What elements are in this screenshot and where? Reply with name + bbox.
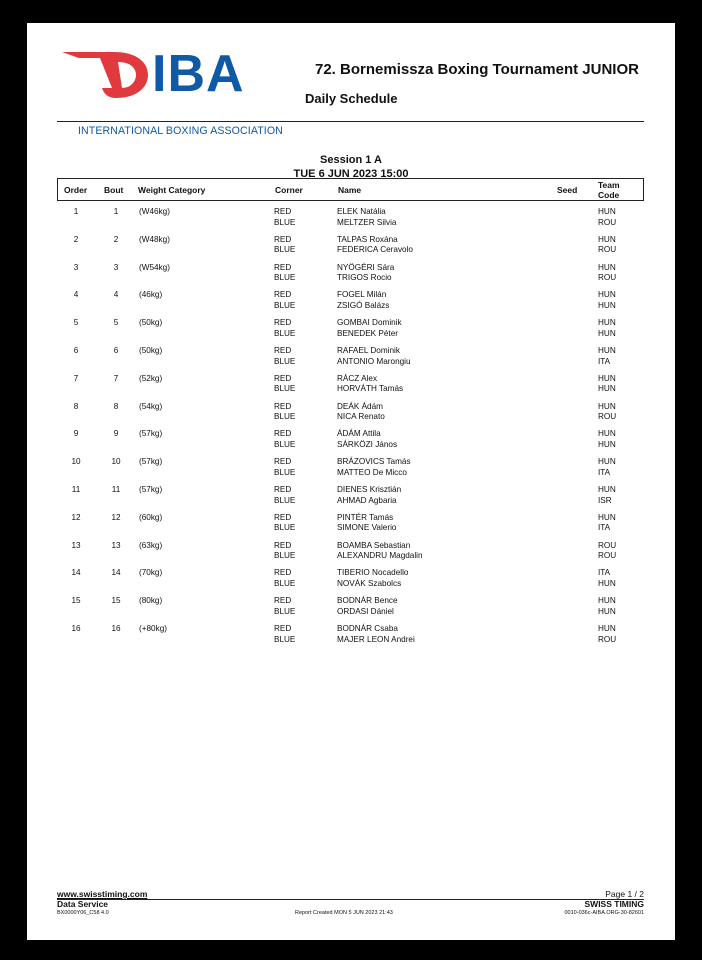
order-cell: 5: [73, 318, 79, 328]
red-team-cell: HUN: [598, 207, 616, 216]
blue-name-cell: NOVÁK Szabolcs: [337, 578, 402, 588]
red-team-cell: HUN: [598, 484, 616, 494]
blue-name-cell: ANTONIO Marongiu: [337, 356, 411, 366]
order-cell: 3: [73, 262, 79, 272]
red-name-cell: DEÁK Ádám: [337, 401, 383, 411]
weight-cell: (52kg): [139, 373, 163, 383]
report-created: Report Created MON 5 JUN 2023 21:43: [295, 910, 393, 916]
col-team-line2: Code: [598, 190, 620, 200]
order-cell: 14: [71, 568, 81, 578]
red-name-cell: FOGEL Milán: [337, 290, 387, 300]
weight-cell: (50kg): [139, 345, 163, 355]
document-reference: 0010-036c-AIBA.ORG-30-82601: [564, 910, 644, 916]
bout-cell: 7: [113, 373, 119, 383]
weight-cell: (W54kg): [139, 262, 170, 272]
event-title: 72. Bornemissza Boxing Tournament JUNIOR: [315, 61, 639, 78]
red-team-cell: HUN: [598, 429, 616, 439]
blue-team-cell: ROU: [598, 217, 617, 227]
swiss-timing-label: SWISS TIMING: [584, 899, 644, 909]
red-team-cell: ITA: [598, 568, 611, 578]
blue-team-cell: HUN: [598, 439, 616, 449]
blue-team-cell: HUN: [598, 328, 616, 338]
red-corner-cell: RED: [274, 290, 292, 300]
table-row: [57, 318, 644, 346]
red-corner-cell: RED: [274, 234, 292, 244]
bout-cell: 14: [111, 568, 121, 578]
blue-corner-cell: BLUE: [274, 217, 296, 227]
weight-cell: (W48kg): [139, 234, 170, 244]
footer-divider: [57, 899, 644, 900]
bout-cell: 2: [113, 234, 119, 244]
blue-team-cell: ISR: [598, 495, 612, 505]
blue-name-cell: BENEDEK Péter: [337, 328, 398, 338]
red-corner-cell: RED: [274, 568, 292, 578]
red-name-cell: RÁCZ Alex: [337, 373, 378, 383]
red-corner-cell: RED: [274, 401, 292, 411]
bout-cell: 1: [113, 207, 119, 216]
blue-corner-cell: BLUE: [274, 245, 296, 255]
weight-cell: (57kg): [139, 484, 163, 494]
red-name-cell: NYÖGÉRI Sára: [337, 262, 395, 272]
order-cell: 16: [71, 623, 81, 633]
blue-corner-cell: BLUE: [274, 551, 296, 561]
red-corner-cell: RED: [274, 512, 292, 522]
iba-glove-icon: [60, 48, 150, 100]
order-cell: 7: [73, 373, 79, 383]
table-row: [57, 429, 644, 457]
order-cell: 2: [73, 234, 79, 244]
red-team-cell: HUN: [598, 373, 616, 383]
weight-cell: (80kg): [139, 596, 163, 606]
blue-team-cell: ITA: [598, 356, 611, 366]
red-team-cell: HUN: [598, 401, 616, 411]
table-row: [57, 513, 644, 541]
red-corner-cell: RED: [274, 345, 292, 355]
red-corner-cell: RED: [274, 318, 292, 328]
red-team-cell: HUN: [598, 290, 616, 300]
blue-corner-cell: BLUE: [274, 578, 296, 588]
red-team-cell: HUN: [598, 596, 616, 606]
col-seed: Seed: [557, 185, 578, 195]
bout-cell: 6: [113, 345, 119, 355]
red-team-cell: HUN: [598, 512, 616, 522]
bout-cell: 4: [113, 290, 119, 300]
weight-cell: (57kg): [139, 429, 163, 439]
weight-cell: (46kg): [139, 290, 163, 300]
blue-name-cell: SÁRKÖZI János: [337, 439, 398, 449]
blue-name-cell: FEDERICA Ceravolo: [337, 245, 413, 255]
blue-name-cell: MELTZER Silvia: [337, 217, 397, 227]
table-row: [57, 290, 644, 318]
order-cell: 12: [71, 512, 81, 522]
blue-team-cell: HUN: [598, 300, 616, 310]
blue-name-cell: ALEXANDRU Magdalin: [337, 551, 423, 561]
col-weight: Weight Category: [138, 185, 206, 195]
red-name-cell: ELEK Natália: [337, 207, 386, 216]
session-datetime: TUE 6 JUN 2023 15:00: [293, 168, 409, 180]
blue-corner-cell: BLUE: [274, 439, 296, 449]
order-cell: 6: [73, 345, 79, 355]
red-name-cell: BOAMBA Sebastian: [337, 540, 411, 550]
blue-corner-cell: BLUE: [274, 356, 296, 366]
order-cell: 1: [73, 207, 79, 216]
table-row: [57, 568, 644, 596]
table-row: [57, 402, 644, 430]
blue-name-cell: SIMONE Valerio: [337, 523, 397, 533]
blue-corner-cell: BLUE: [274, 495, 296, 505]
iba-logo: [60, 45, 283, 138]
bout-cell: 13: [111, 540, 121, 550]
bout-cell: 5: [113, 318, 119, 328]
weight-cell: (54kg): [139, 401, 163, 411]
red-team-cell: HUN: [598, 457, 616, 467]
red-team-cell: HUN: [598, 318, 616, 328]
red-name-cell: BRÁZOVICS Tamás: [337, 457, 411, 467]
bout-cell: 16: [111, 623, 121, 633]
col-team-line1: Team: [598, 180, 620, 190]
blue-name-cell: ORDASI Dániel: [337, 606, 394, 616]
red-team-cell: HUN: [598, 262, 616, 272]
blue-corner-cell: BLUE: [274, 412, 296, 422]
table-row: [57, 346, 644, 374]
blue-corner-cell: BLUE: [274, 384, 296, 394]
order-cell: 8: [73, 401, 79, 411]
bout-cell: 10: [111, 457, 121, 467]
col-bout: Bout: [104, 185, 124, 195]
iba-logo-subtitle: INTERNATIONAL BOXING ASSOCIATION: [78, 125, 283, 137]
red-name-cell: TALPAS Roxána: [337, 234, 398, 244]
red-corner-cell: RED: [274, 207, 292, 216]
session-name: Session 1 A: [320, 154, 382, 166]
red-team-cell: ROU: [598, 540, 617, 550]
red-name-cell: BODNÁR Csaba: [337, 623, 398, 633]
red-name-cell: ÁDÁM Attila: [337, 429, 381, 439]
blue-name-cell: MATTEO De Micco: [337, 467, 407, 477]
table-row: [57, 485, 644, 513]
weight-cell: (+80kg): [139, 623, 167, 633]
blue-name-cell: ZSIGÓ Balázs: [337, 300, 390, 310]
bout-cell: 11: [111, 484, 121, 494]
red-team-cell: HUN: [598, 623, 616, 633]
blue-name-cell: AHMAD Agbaria: [337, 495, 397, 505]
table-header: [57, 178, 644, 201]
table-row: [57, 457, 644, 485]
blue-corner-cell: BLUE: [274, 634, 296, 644]
red-name-cell: GOMBAI Dominik: [337, 318, 402, 328]
order-cell: 15: [71, 596, 81, 606]
red-name-cell: TIBERIO Nocadello: [337, 568, 409, 578]
col-corner: Corner: [275, 185, 303, 195]
bout-cell: 8: [113, 401, 119, 411]
bout-cell: 12: [111, 512, 121, 522]
table-row: [57, 374, 644, 402]
red-name-cell: DIENES Krisztián: [337, 484, 402, 494]
document-code: BX0000Y06_C58 4.0: [57, 910, 109, 916]
weight-cell: (57kg): [139, 457, 163, 467]
blue-team-cell: ROU: [598, 412, 617, 422]
order-cell: 13: [71, 540, 81, 550]
table-row: [57, 541, 644, 569]
blue-corner-cell: BLUE: [274, 606, 296, 616]
blue-team-cell: ROU: [598, 551, 617, 561]
red-name-cell: PINTÉR Tamás: [337, 512, 394, 522]
red-corner-cell: RED: [274, 262, 292, 272]
weight-cell: (50kg): [139, 318, 163, 328]
blue-corner-cell: BLUE: [274, 328, 296, 338]
blue-name-cell: MAJER LEON Andrei: [337, 634, 415, 644]
weight-cell: (70kg): [139, 568, 163, 578]
red-corner-cell: RED: [274, 457, 292, 467]
weight-cell: (60kg): [139, 512, 163, 522]
red-team-cell: HUN: [598, 234, 616, 244]
red-corner-cell: RED: [274, 429, 292, 439]
table-row: [57, 263, 644, 291]
red-corner-cell: RED: [274, 540, 292, 550]
table-row: [57, 596, 644, 624]
table-row: [57, 624, 644, 652]
blue-corner-cell: BLUE: [274, 300, 296, 310]
swisstiming-link[interactable]: www.swisstiming.com: [57, 889, 148, 899]
blue-team-cell: HUN: [598, 578, 616, 588]
blue-team-cell: HUN: [598, 384, 616, 394]
col-order: Order: [64, 185, 88, 195]
bout-cell: 9: [113, 429, 119, 439]
red-team-cell: HUN: [598, 345, 616, 355]
page-number: Page 1 / 2: [605, 889, 644, 899]
header-divider: [57, 121, 644, 122]
col-team-code: [598, 180, 620, 200]
session-info: [27, 153, 675, 181]
blue-team-cell: HUN: [598, 606, 616, 616]
table-row: [57, 207, 644, 235]
bout-cell: 15: [111, 596, 121, 606]
red-corner-cell: RED: [274, 484, 292, 494]
blue-team-cell: ROU: [598, 273, 617, 283]
blue-team-cell: ITA: [598, 467, 611, 477]
table-row: [57, 235, 644, 263]
weight-cell: (W46kg): [139, 207, 170, 216]
blue-corner-cell: BLUE: [274, 523, 296, 533]
order-cell: 11: [71, 484, 81, 494]
red-corner-cell: RED: [274, 623, 292, 633]
col-name: Name: [338, 185, 362, 195]
bout-cell: 3: [113, 262, 119, 272]
red-corner-cell: RED: [274, 373, 292, 383]
order-cell: 10: [71, 457, 81, 467]
weight-cell: (63kg): [139, 540, 163, 550]
order-cell: 4: [73, 290, 79, 300]
red-corner-cell: RED: [274, 596, 292, 606]
blue-team-cell: ROU: [598, 634, 617, 644]
data-service-label: Data Service: [57, 899, 109, 909]
blue-corner-cell: BLUE: [274, 467, 296, 477]
blue-name-cell: HORVÁTH Tamás: [337, 384, 404, 394]
order-cell: 9: [73, 429, 79, 439]
doc-title: Daily Schedule: [305, 91, 398, 106]
blue-name-cell: TRIGOS Rocio: [337, 273, 392, 283]
red-name-cell: BODNÁR Bence: [337, 596, 398, 606]
bout-list: [57, 207, 644, 652]
blue-name-cell: NICA Renato: [337, 412, 385, 422]
red-name-cell: RAFAEL Dominik: [337, 345, 400, 355]
blue-team-cell: ITA: [598, 523, 611, 533]
blue-team-cell: ROU: [598, 245, 617, 255]
blue-corner-cell: BLUE: [274, 273, 296, 283]
schedule-page: [27, 23, 675, 940]
iba-logo-text: IBA: [152, 45, 245, 103]
